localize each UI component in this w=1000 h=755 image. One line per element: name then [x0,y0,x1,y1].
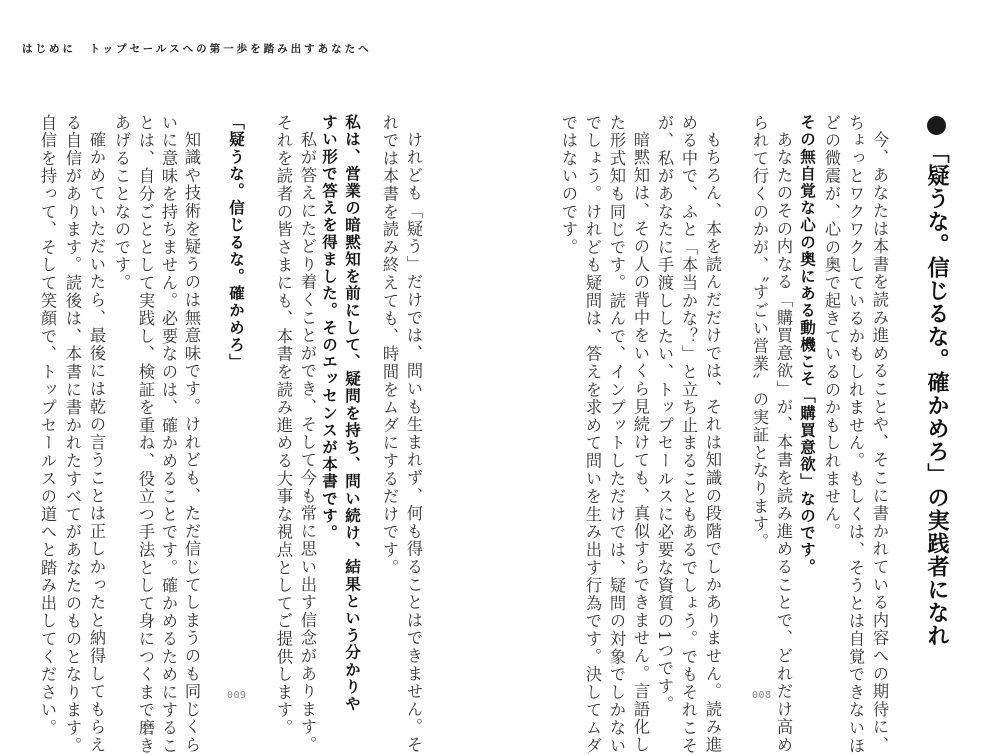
left-col-13: あげることなのです。 [112,114,131,292]
left-col-10: 知識や技術を疑うのは無意味です。けれども、ただ信じてしまうのも同じくら [182,131,201,754]
left-col-0: けれども「疑う」だけでは、問いも生まれず、何も得ることはできません。そ [404,131,423,754]
right-col-8: める中で、ふと「本当かな？」と立ち止まることもあるでしょう。でもそれこそ [679,114,698,755]
left-col-16: 自信を持って、そして笑顔で、トップセールスの道へと踏み出してください。 [38,114,57,737]
bullet-icon [927,116,946,135]
right-col-0: 今、あなたは本書を読み進めることや、そこに書かれている内容への期待に、 [870,131,889,754]
left-col-3-emphasis: 私は、営業の暗黙知を前にして、疑問を持ち、問い続け、結果という分かりや [343,114,361,713]
left-col-14: 確かめていただいたら、最後には乾の言うことは正しかったと納得してもらえ [87,131,106,754]
left-col-11: いに意味を持ちません。必要なのは、確かめることです。確かめるためにするこ [159,114,178,755]
page-number-right: 008 [752,690,772,701]
heading-text: 「疑うな。信じるな。確かめろ」の実践者になれ [924,141,949,647]
right-col-1: ちょっとワクワクしているかもしれません。もしくは、そうとは自覚できないほ [846,114,865,755]
right-col-9: が、私があなたに手渡ししたい、トップセールスに必要な資質の1つです。 [655,114,674,714]
right-col-7: もちろん、本を読んだだけでは、それは知識の段階でしかありません。読み進 [703,131,722,754]
right-col-10: 暗黙知は、その人の背中をいくら見続けても、真似すらできません。言語化し [631,131,650,754]
left-col-8-motto: 「疑うな。信じるな。確かめろ」 [227,114,245,371]
right-col-5: られて行くのかが、〝すごい営業〟の実証となります。 [750,114,769,551]
left-col-4-emphasis: すい形で答えを得ました。そのエッセンスが本書です。 [320,114,338,542]
page-number-left: 009 [227,690,247,701]
left-col-12: とは、自分ごととして実践し、検証を重ね、役立つ手法として身につくまで磨き [136,114,155,755]
right-col-12: でしょう。けれども疑問は、答えを求めて問いを生み出す行為です。決してムダ [583,114,602,755]
section-heading [921,116,951,647]
left-col-5: 私が答えにたどり着くことができ、そして今も常に思い出す信念があります。 [298,131,317,754]
left-col-1: れでは本書を読み終えても、時間をムダにするだけです。 [380,114,399,577]
right-col-2: どの微震が、心の奥で起きているのかもしれません。 [822,114,841,542]
right-col-3-emphasis: その無自覚な心の奥にある動機こそ「購買意欲」なのです。 [798,114,816,576]
right-col-11: た形式知も同じです。読んで、インプットしただけでは、疑問の対象でしかない [607,114,626,755]
right-col-13: ではないのです。 [559,114,578,257]
left-col-15: る自信があります。読後は、本書に書かれたすべてがあなたのものとなります。 [63,114,82,755]
right-col-4: あなたのその内なる「購買意欲」が、本書を読み進めることで、どれだけ高め [774,131,793,754]
running-head: はじめに トップセールスへの第一歩を踏み出すあなたへ [22,43,372,55]
left-col-6: それを読者の皆さまにも、本書を読み進める大事な視点としてご提供します。 [274,114,293,737]
